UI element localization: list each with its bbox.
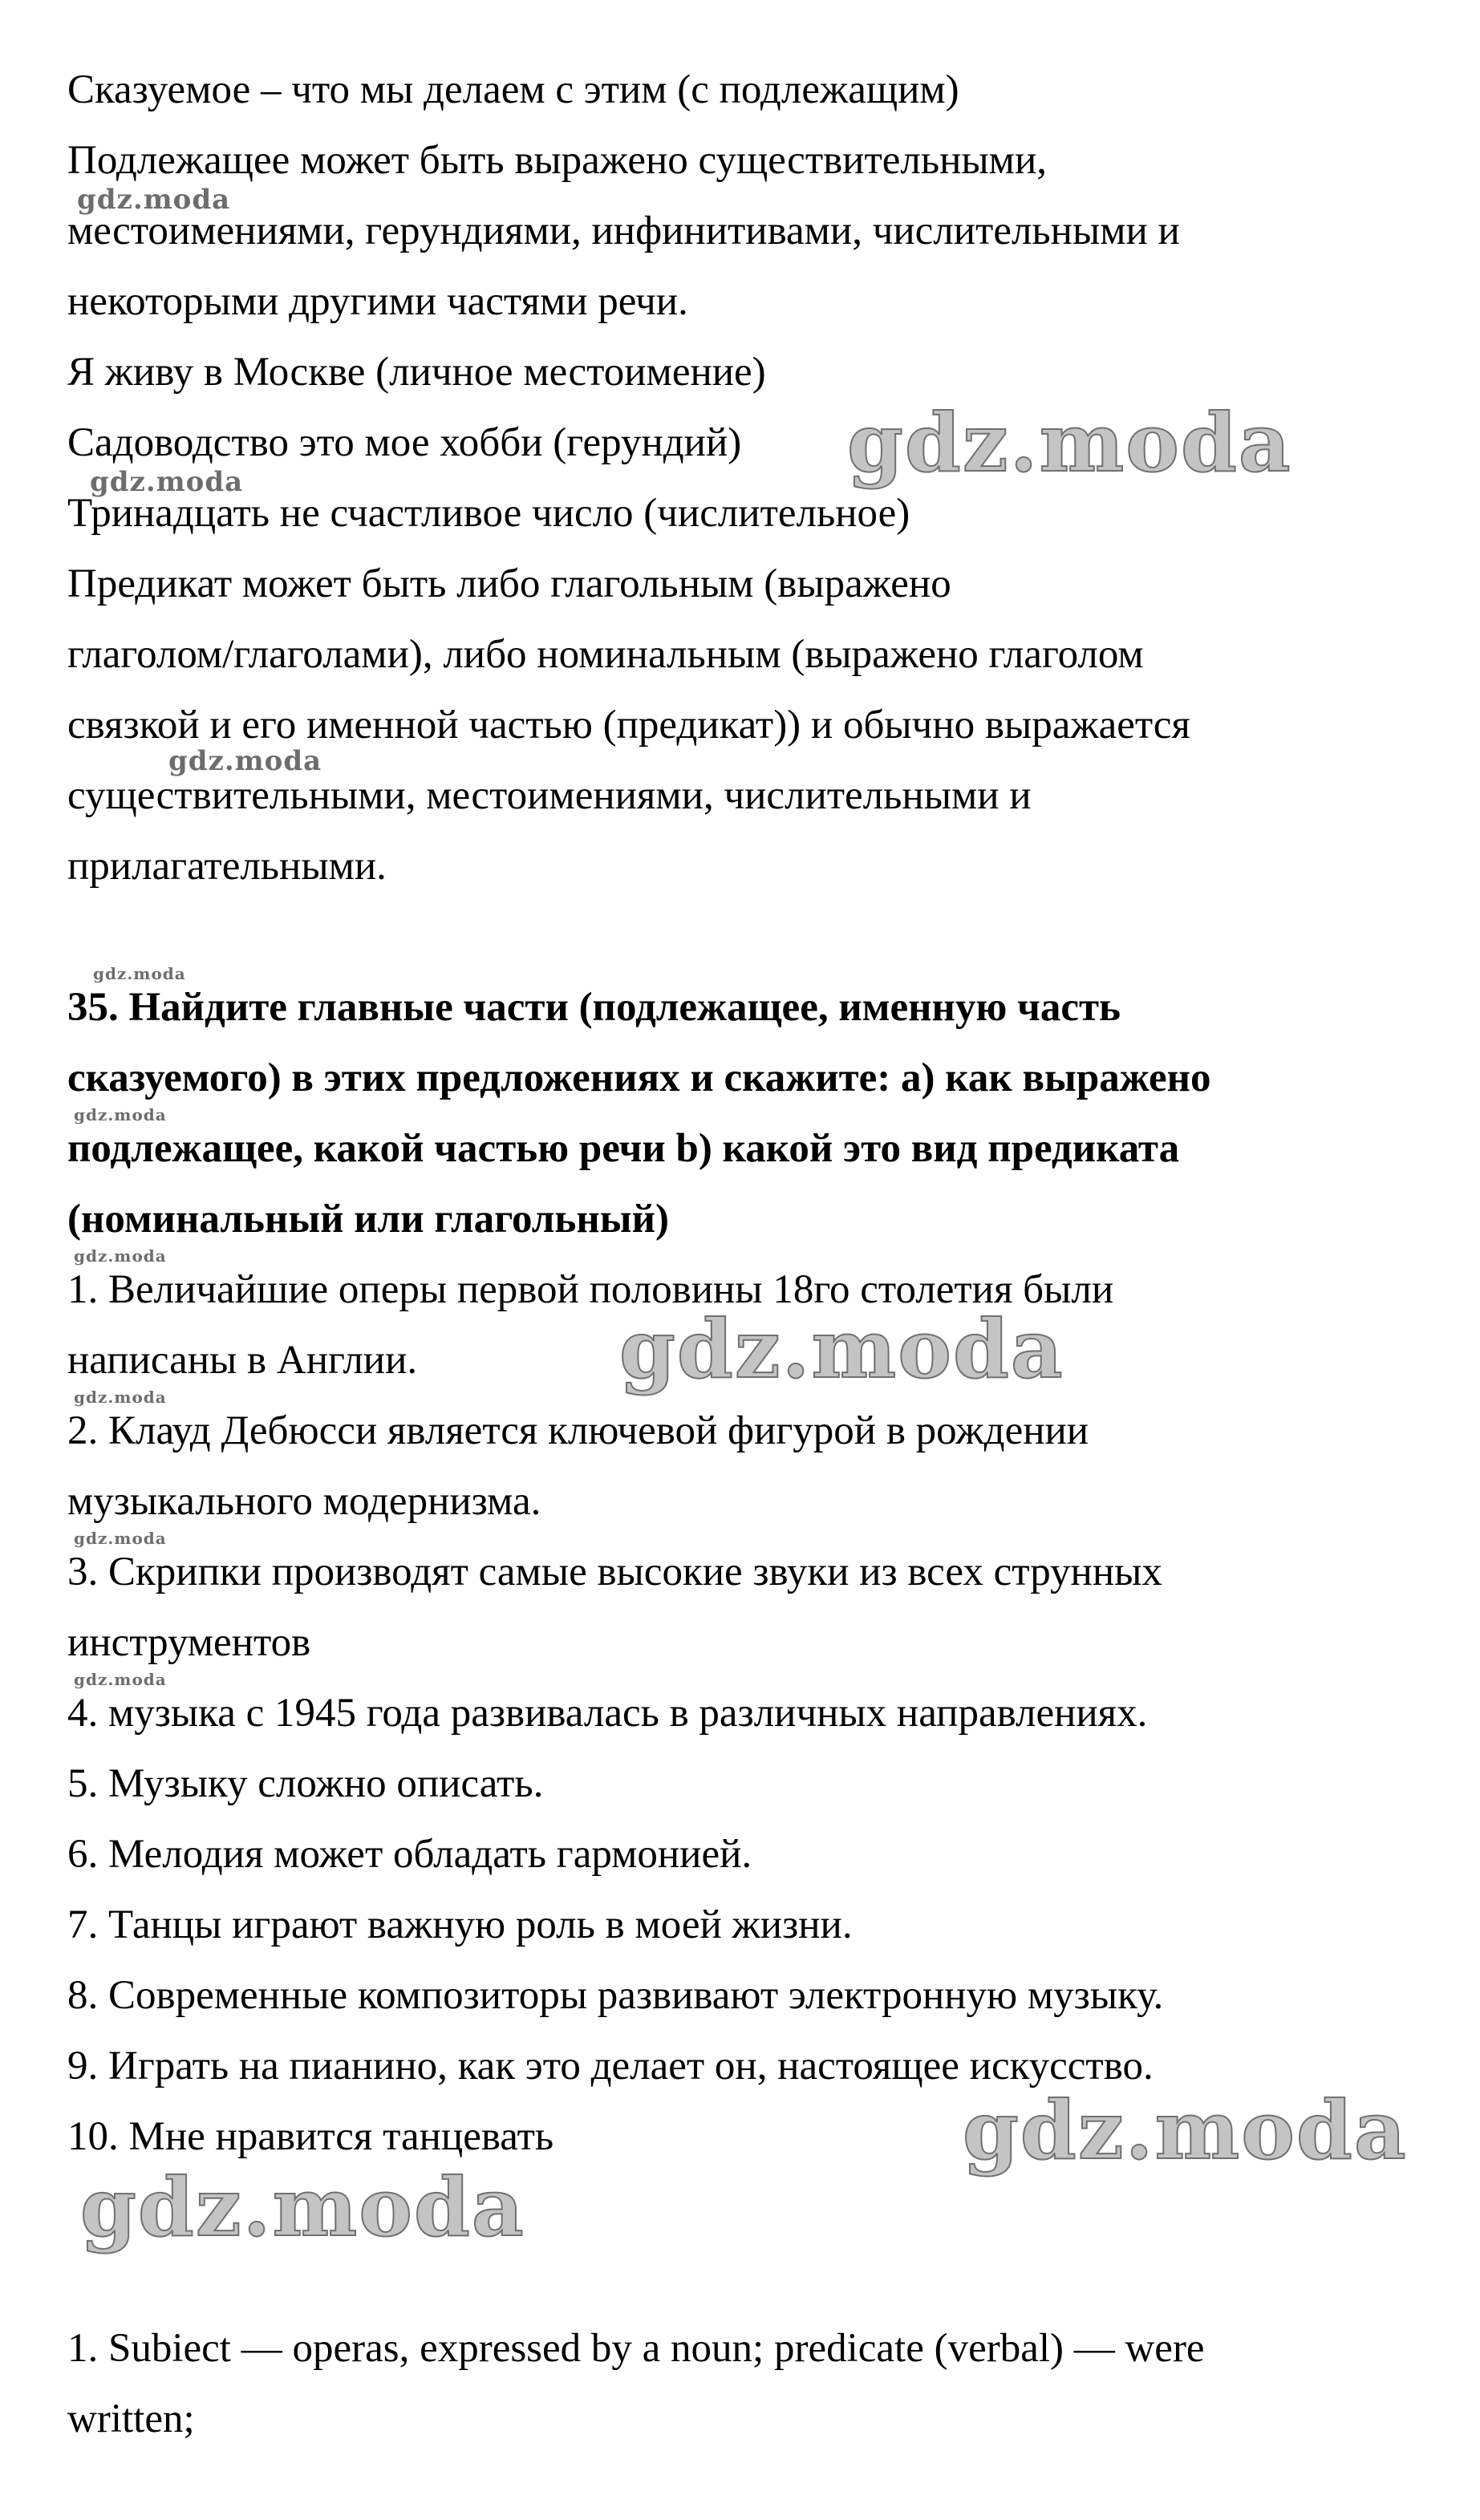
watermark: gdz.moda — [74, 1388, 167, 1407]
watermark: gdz.moda — [74, 1105, 167, 1124]
intro-line: связкой и его именной частью (предикат)) и обычно выражается — [67, 703, 1190, 747]
intro-line: Я живу в Москве (личное местоимение) — [67, 350, 766, 395]
exercise-title-line: подлежащее, какой частью речи b) какой это вид предиката — [67, 1126, 1180, 1171]
exercise-title-line: сказуемого) в этих предложениях и скажите: а) как выражено — [67, 1055, 1211, 1100]
intro-line: существительными, местоимениями, числительными и — [67, 773, 1032, 818]
exercise-title-line: 35. Найдите главные части (подлежащее, именную часть — [67, 985, 1121, 1030]
intro-line: Сказуемое – что мы делаем с этим (с подлежащим) — [67, 67, 959, 112]
intro-line: местоимениями, герундиями, инфинитивами, числительными и — [67, 209, 1180, 253]
exercise-sentence-line: написаны в Англии. — [67, 1338, 418, 1383]
watermark: gdz.moda — [619, 1302, 1064, 1396]
watermark: gdz.moda — [74, 1246, 167, 1266]
exercise-sentence-line: 9. Играть на пианино, как это делает он, настоящее искусство. — [67, 2044, 1154, 2089]
exercise-sentence-line: 8. Современные композиторы развивают электронную музыку. — [67, 1973, 1164, 2018]
exercise-sentence-line: 3. Скрипки производят самые высокие звуки из всех струнных — [67, 1550, 1162, 1594]
watermark: gdz.moda — [847, 395, 1292, 490]
answer-line: written; — [67, 2396, 195, 2441]
answer-line: 1. Subiect — operas, expressed by a noun; predicate (verbal) — were — [67, 2326, 1205, 2371]
exercise-sentence-line: 4. музыка с 1945 года развивалась в различных направлениях. — [67, 1691, 1148, 1736]
intro-line: некоторыми другими частями речи. — [67, 279, 688, 324]
exercise-sentence-line: 1. Величайшие оперы первой половины 18го столетия были — [67, 1267, 1114, 1312]
intro-line: прилагательными. — [67, 844, 387, 889]
watermark: gdz.moda — [168, 745, 322, 777]
watermark: gdz.moda — [93, 964, 186, 983]
exercise-sentence-line: 2. Клауд Дебюсси является ключевой фигурой в рождении — [67, 1408, 1089, 1453]
exercise-title-line: (номинальный или глагольный) — [67, 1197, 669, 1242]
intro-line: Садоводство это мое хобби (герундий) — [67, 420, 742, 465]
exercise-sentence-line: музыкального модернизма. — [67, 1479, 541, 1524]
intro-line: глаголом/глаголами), либо номинальным (выражено глаголом — [67, 632, 1144, 677]
watermark: gdz.moda — [90, 466, 244, 498]
watermark: gdz.moda — [74, 1670, 167, 1689]
exercise-sentence-line: 5. Музыку сложно описать. — [67, 1761, 544, 1806]
watermark: gdz.moda — [963, 2083, 1408, 2178]
watermark: gdz.moda — [80, 2160, 525, 2255]
exercise-sentence-line: 7. Танцы играют важную роль в моей жизни. — [67, 1902, 853, 1947]
exercise-sentence-line: инструментов — [67, 1620, 311, 1665]
intro-line: Тринадцать не счастливое число (числительное) — [67, 491, 910, 536]
intro-line: Предикат может быть либо глагольным (выражено — [67, 561, 951, 606]
exercise-sentence-line: 6. Мелодия может обладать гармонией. — [67, 1832, 752, 1877]
watermark: gdz.moda — [77, 184, 231, 216]
intro-line: Подлежащее может быть выражено существительными, — [67, 138, 1047, 183]
watermark: gdz.moda — [74, 1529, 167, 1548]
exercise-sentence-line: 10. Мне нравится танцевать — [67, 2114, 554, 2159]
